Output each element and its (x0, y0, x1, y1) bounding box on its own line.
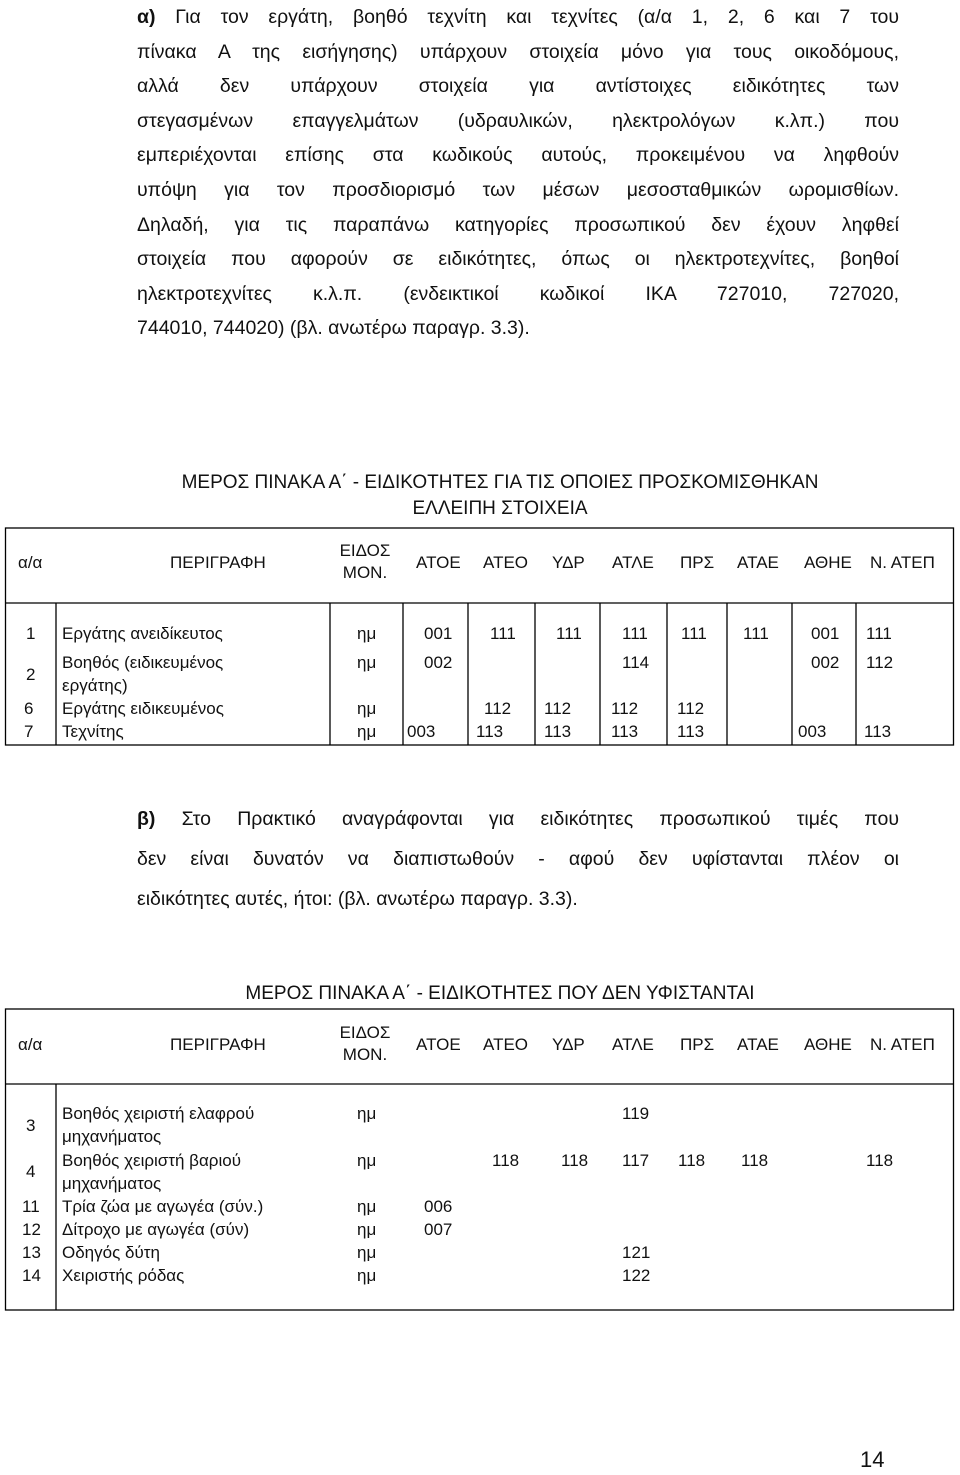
table2-header-prs: ΠΡΣ (680, 1035, 715, 1054)
table2-header-athe: ΑΘΗΕ (804, 1035, 852, 1054)
table2-title: ΜΕΡΟΣ ΠΙΝΑΚΑ Α΄ - ΕΙΔΙΚΟΤΗΤΕΣ ΠΟΥ ΔΕΝ ΥΦΙΣΤΑΝΤΑΙ (245, 983, 755, 1004)
paragraph-a-line: 744010, 744020) (βλ. ανωτέρω παραγρ. 3.3). (137, 317, 530, 340)
table-row-ateo: 118 (492, 1151, 520, 1170)
table-row-atoe: 001 (424, 624, 453, 643)
table-row-natep: 118 (866, 1151, 894, 1170)
table-row-desc2: εργάτης) (62, 676, 128, 695)
table-row-ydr: 113 (544, 722, 572, 741)
table-row-aa: 2 (26, 665, 36, 684)
table-row-desc: Οδηγός δύτη (62, 1243, 160, 1262)
paragraph-b-label: β) (137, 808, 156, 830)
table1-title-line2: ΕΛΛΕΙΠΗ ΣΤΟΙΧΕΙΑ (412, 498, 588, 519)
table-row-atoe: 003 (407, 722, 436, 741)
table-row-atoe: 007 (424, 1220, 453, 1239)
table-row-athe: 003 (798, 722, 827, 741)
table-row-ateo: 113 (476, 722, 504, 741)
table-row-atle: 112 (611, 699, 639, 718)
paragraph-a-line: ηλεκτροτεχνίτες κ.λ.π. (ενδεικτικοί κωδικοί ΙΚΑ 727010, 727020, (137, 282, 899, 305)
table-row-natep: 113 (864, 722, 892, 741)
table-row-aa: 13 (22, 1243, 41, 1262)
table-row-desc: Βοηθός χειριστή βαριού (62, 1151, 241, 1170)
table-row-ydr: 111 (556, 624, 582, 643)
table-row-desc: Τρία ζώα με αγωγέα (σύν.) (62, 1197, 264, 1216)
paragraph-a (137, 0, 899, 346)
table-row-unit: ημ (357, 1220, 377, 1239)
table-row-aa: 1 (26, 624, 36, 643)
table1-header-kind: ΕΙΔΟΣ ΜΟΝ. (339, 541, 391, 582)
table2-header-atae: ΑΤΑΕ (737, 1035, 779, 1054)
table-row-atle: 113 (611, 722, 639, 741)
table2-header-kind: ΕΙΔΟΣ ΜΟΝ. (339, 1023, 391, 1064)
table2-header-ateo: ΑΤΕΟ (483, 1035, 529, 1054)
table-row-unit: ημ (357, 722, 377, 741)
table1-title-line1: ΜΕΡΟΣ ΠΙΝΑΚΑ Α΄ - ΕΙΔΙΚΟΤΗΤΕΣ ΓΙΑ ΤΙΣ ΟΠΟΙΕΣ ΠΡΟΣΚΟΜΙΣΘΗΚΑΝ (181, 472, 819, 493)
table-row-ydr: 118 (561, 1151, 589, 1170)
table-row-ateo: 111 (490, 624, 516, 643)
table-row-atoe: 002 (424, 653, 453, 672)
paragraph-a-line: στεγασμένων επαγγελμάτων (υδραυλικών, ηλεκτρολόγων κ.λπ.) που (137, 109, 899, 132)
paragraph-a-line: α) Για τον εργάτη, βοηθό τεχνίτη και τεχνίτες (α/α 1, 2, 6 και 7 του (137, 6, 899, 28)
table-row-atae: 118 (741, 1151, 769, 1170)
table-row-atae: 111 (743, 624, 769, 643)
table1-title (0, 472, 960, 520)
table1-header-atoe: ΑΤΟΕ (416, 553, 461, 572)
table-row-unit: ημ (357, 624, 377, 643)
table1-header-atae: ΑΤΑΕ (737, 553, 779, 572)
table2-header-desc: ΠΕΡΙΓΡΑΦΗ (170, 1035, 266, 1054)
table1-header-aa: α/α (18, 553, 43, 572)
table-row-atle: 122 (622, 1266, 651, 1285)
table-row-desc: Χειριστής ρόδας (62, 1266, 185, 1285)
table-row-desc2: μηχανήματος (62, 1127, 162, 1146)
table-row-aa: 11 (22, 1197, 40, 1216)
table-row-atle: 119 (622, 1104, 650, 1123)
paragraph-b-line: ειδικότητες αυτές, ήτοι: (βλ. ανωτέρω παραγρ. 3.3). (137, 888, 578, 910)
table1-header-atle: ΑΤΛΕ (612, 553, 654, 572)
table-row-desc: Δίτροχο με αγωγέα (σύν) (62, 1220, 250, 1239)
table2-header-aa: α/α (18, 1035, 43, 1054)
table1-header-prs: ΠΡΣ (680, 553, 715, 572)
table-row-atle: 114 (622, 653, 650, 672)
page-number: 14 (860, 1447, 885, 1472)
table-row-unit: ημ (357, 1197, 377, 1216)
table-row-atle: 117 (622, 1151, 650, 1170)
paragraph-a-line: Δηλαδή, για τις παραπάνω κατηγορίες προσωπικού δεν έχουν ληφθεί (137, 213, 899, 236)
table-row-desc2: μηχανήματος (62, 1174, 162, 1193)
table1-header-ydr: ΥΔΡ (552, 553, 585, 572)
table-row-prs: 113 (677, 722, 705, 741)
table-row-unit: ημ (357, 699, 377, 718)
table-row-unit: ημ (357, 1151, 377, 1170)
paragraph-a-line: στοιχεία που αφορούν σε ειδικότητες, όπως οι ηλεκτροτεχνίτες, βοηθοί (137, 248, 899, 271)
table2-header-atle: ΑΤΛΕ (612, 1035, 654, 1054)
table-row-atle: 111 (622, 624, 648, 643)
table-row-ateo: 112 (484, 699, 512, 718)
table-row-unit: ημ (357, 653, 377, 672)
table-row-desc: Βοηθός (ειδικευμένος (62, 653, 224, 672)
table-row-desc: Εργάτης ειδικευμένος (62, 699, 224, 718)
table1-header-desc: ΠΕΡΙΓΡΑΦΗ (170, 553, 266, 572)
table-row-aa: 6 (24, 699, 34, 718)
table-row-atoe: 006 (424, 1197, 453, 1216)
paragraph-a-line: αλλά δεν υπάρχουν στοιχεία για αντίστοιχες ειδικότητες των (137, 75, 899, 98)
paragraph-a-line: πίνακα Α της εισήγησης) υπάρχουν στοιχεία μόνο για τους οικοδόμους, (137, 40, 899, 63)
table-row-atle: 121 (622, 1243, 651, 1262)
table-row-ydr: 112 (544, 699, 572, 718)
paragraph-b (137, 799, 899, 919)
table2-header-natep: Ν. ΑΤΕΠ (870, 1035, 935, 1054)
table-row-desc: Βοηθός χειριστή ελαφρού (62, 1104, 255, 1123)
paragraph-b-line: δεν είναι δυνατόν να διαπιστωθούν - αφού δεν υφίστανται πλέον οι (137, 848, 899, 870)
table-row-aa: 7 (24, 722, 34, 741)
table2-header-ydr: ΥΔΡ (552, 1035, 585, 1054)
table-row-desc: Εργάτης ανειδίκευτος (62, 624, 223, 643)
paragraph-a-line: εμπεριέχονται επίσης στα κωδικούς αυτούς, προκειμένου να ληφθούν (137, 144, 899, 167)
table-row-athe: 002 (811, 653, 840, 672)
table-row-natep: 111 (866, 624, 892, 643)
table-row-prs: 111 (681, 624, 707, 643)
table-row-aa: 14 (22, 1266, 41, 1285)
table1-header-natep: Ν. ΑΤΕΠ (870, 553, 935, 572)
paragraph-a-label: α) (137, 6, 156, 28)
table-row-prs: 118 (678, 1151, 706, 1170)
table1-header-ateo: ΑΤΕΟ (483, 553, 529, 572)
table-row-desc: Τεχνίτης (62, 722, 124, 741)
paragraph-b-line: β) Στο Πρακτικό αναγράφονται για ειδικότητες προσωπικού τιμές που (137, 808, 899, 830)
table-row-aa: 4 (26, 1162, 36, 1181)
table-row-prs: 112 (677, 699, 705, 718)
table-row-aa: 3 (26, 1116, 36, 1135)
table-row-unit: ημ (357, 1243, 377, 1262)
table1-header-athe: ΑΘΗΕ (804, 553, 852, 572)
table2-header-atoe: ΑΤΟΕ (416, 1035, 461, 1054)
table-row-unit: ημ (357, 1266, 377, 1285)
table-row-aa: 12 (22, 1220, 41, 1239)
paragraph-a-line: υπόψη για τον προσδιορισμό των μέσων μεσοσταθμικών ωρομισθίων. (137, 178, 899, 201)
table-row-athe: 001 (811, 624, 840, 643)
table-row-natep: 112 (866, 653, 894, 672)
table-row-unit: ημ (357, 1104, 377, 1123)
